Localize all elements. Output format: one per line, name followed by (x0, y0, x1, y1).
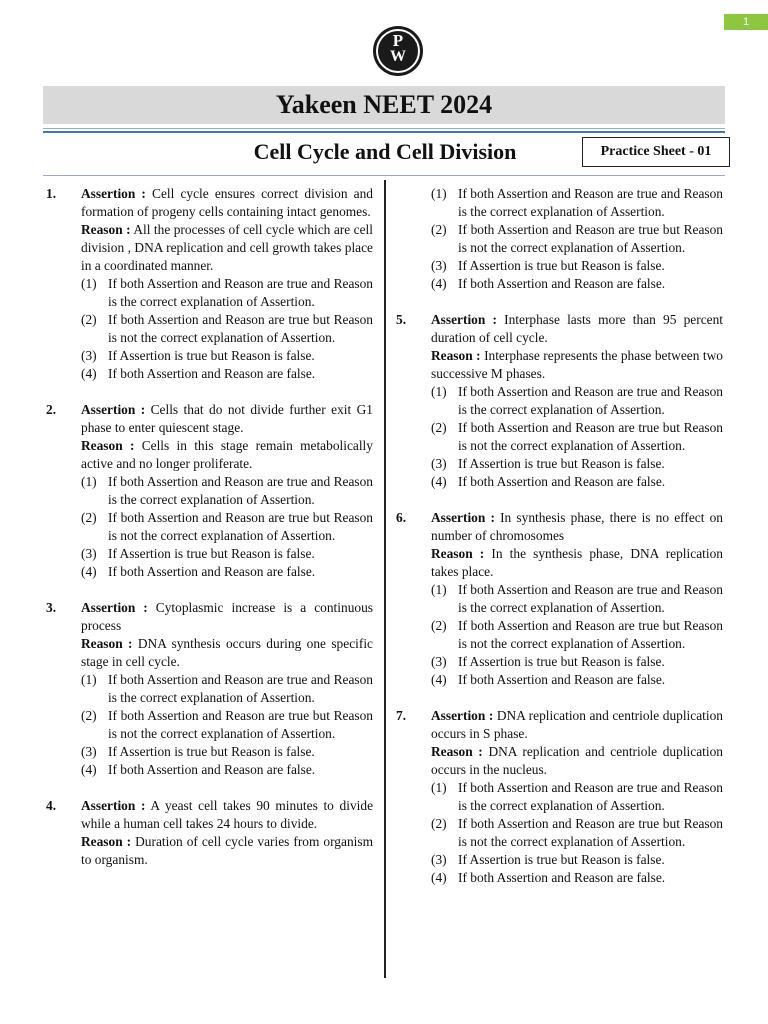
assertion-text: Assertion : A yeast cell takes 90 minutes to divide while a human cell takes 24 hours to divide. (81, 798, 374, 831)
assertion-text: Assertion : Cells that do not divide further exit G1 phase to enter quiescent stage. (81, 402, 373, 435)
question-4-options (396, 185, 723, 293)
option-2: (2) If both Assertion and Reason are true but Reason is not the correct explanation of Assertion. (431, 618, 723, 651)
option-4: (4) If both Assertion and Reason are false. (431, 672, 666, 687)
option-4: (4) If both Assertion and Reason are false. (81, 564, 316, 579)
option-1: (1) If both Assertion and Reason are true and Reason is the correct explanation of Assertion. (431, 186, 723, 219)
question-number: 6. (396, 510, 407, 525)
option-1: (1) If both Assertion and Reason are true and Reason is the correct explanation of Assertion. (81, 276, 373, 309)
option-2: (2) If both Assertion and Reason are true but Reason is not the correct explanation of Assertion. (431, 816, 723, 849)
chapter-underline (43, 175, 725, 176)
page-number: 1 (724, 14, 768, 30)
option-3: (3) If Assertion is true but Reason is false. (81, 348, 315, 363)
option-2: (2) If both Assertion and Reason are true but Reason is not the correct explanation of Assertion. (81, 708, 373, 741)
question-4 (46, 797, 373, 869)
question-number: 7. (396, 708, 407, 723)
question-3 (46, 599, 373, 779)
question-5 (396, 311, 723, 491)
reason-text: Reason : DNA replication and centriole duplication occurs in the nucleus. (431, 744, 723, 777)
reason-text: Reason : Duration of cell cycle varies from organism to organism. (81, 834, 373, 867)
question-number: 5. (396, 312, 407, 327)
option-1: (1) If both Assertion and Reason are true and Reason is the correct explanation of Assertion. (431, 384, 723, 417)
option-4: (4) If both Assertion and Reason are false. (431, 276, 666, 291)
column-divider (384, 180, 386, 978)
title-underline (43, 128, 725, 129)
title-underline-thick (43, 131, 725, 133)
question-2 (46, 401, 373, 581)
option-2: (2) If both Assertion and Reason are true but Reason is not the correct explanation of Assertion. (81, 510, 373, 543)
reason-text: Reason : In the synthesis phase, DNA replication takes place. (431, 546, 723, 579)
assertion-text: Assertion : Cytoplasmic increase is a continuous process (81, 600, 373, 633)
reason-text: Reason : All the processes of cell cycle which are cell division , DNA replication and cell growth takes place in a coordinated manner. (81, 222, 373, 273)
option-4: (4) If both Assertion and Reason are false. (81, 366, 316, 381)
assertion-text: Assertion : In synthesis phase, there is no effect on number of chromosomes (431, 510, 723, 543)
assertion-text: Assertion : DNA replication and centriole duplication occurs in S phase. (431, 708, 723, 741)
practice-sheet-label: Practice Sheet - 01 (582, 137, 730, 167)
question-number: 2. (46, 402, 57, 417)
page-title: Yakeen NEET 2024 (43, 86, 725, 124)
option-3: (3) If Assertion is true but Reason is false. (431, 258, 665, 273)
option-3: (3) If Assertion is true but Reason is false. (81, 744, 315, 759)
assertion-text: Assertion : Interphase lasts more than 95 percent duration of cell cycle. (431, 312, 723, 345)
question-number: 4. (46, 798, 57, 813)
option-2: (2) If both Assertion and Reason are true but Reason is not the correct explanation of Assertion. (81, 312, 373, 345)
option-3: (3) If Assertion is true but Reason is false. (431, 852, 665, 867)
logo-letter-w: W (390, 48, 406, 65)
right-column (396, 185, 723, 905)
option-3: (3) If Assertion is true but Reason is false. (81, 546, 315, 561)
option-1: (1) If both Assertion and Reason are true and Reason is the correct explanation of Assertion. (81, 474, 373, 507)
option-1: (1) If both Assertion and Reason are true and Reason is the correct explanation of Assertion. (81, 672, 373, 705)
question-number: 3. (46, 600, 57, 615)
question-1 (46, 185, 373, 383)
option-4: (4) If both Assertion and Reason are false. (431, 474, 666, 489)
chapter-title: Cell Cycle and Cell Division (253, 139, 517, 164)
question-7 (396, 707, 723, 887)
logo-letter-p: P (392, 31, 404, 50)
assertion-text: Assertion : Cell cycle ensures correct division and formation of progeny cells containing intact genomes. (81, 186, 373, 219)
pw-logo (373, 26, 423, 76)
option-3: (3) If Assertion is true but Reason is false. (431, 654, 665, 669)
question-6 (396, 509, 723, 689)
option-1: (1) If both Assertion and Reason are true and Reason is the correct explanation of Assertion. (431, 780, 723, 813)
option-2: (2) If both Assertion and Reason are true but Reason is not the correct explanation of Assertion. (431, 420, 723, 453)
reason-text: Reason : Interphase represents the phase between two successive M phases. (431, 348, 723, 381)
option-2: (2) If both Assertion and Reason are true but Reason is not the correct explanation of Assertion. (431, 222, 723, 255)
question-number: 1. (46, 186, 57, 201)
option-4: (4) If both Assertion and Reason are false. (431, 870, 666, 885)
reason-text: Reason : Cells in this stage remain metabolically active and no longer proliferate. (81, 438, 373, 471)
option-1: (1) If both Assertion and Reason are true and Reason is the correct explanation of Assertion. (431, 582, 723, 615)
reason-text: Reason : DNA synthesis occurs during one specific stage in cell cycle. (81, 636, 373, 669)
option-3: (3) If Assertion is true but Reason is false. (431, 456, 665, 471)
left-column (46, 185, 373, 887)
option-4: (4) If both Assertion and Reason are false. (81, 762, 316, 777)
